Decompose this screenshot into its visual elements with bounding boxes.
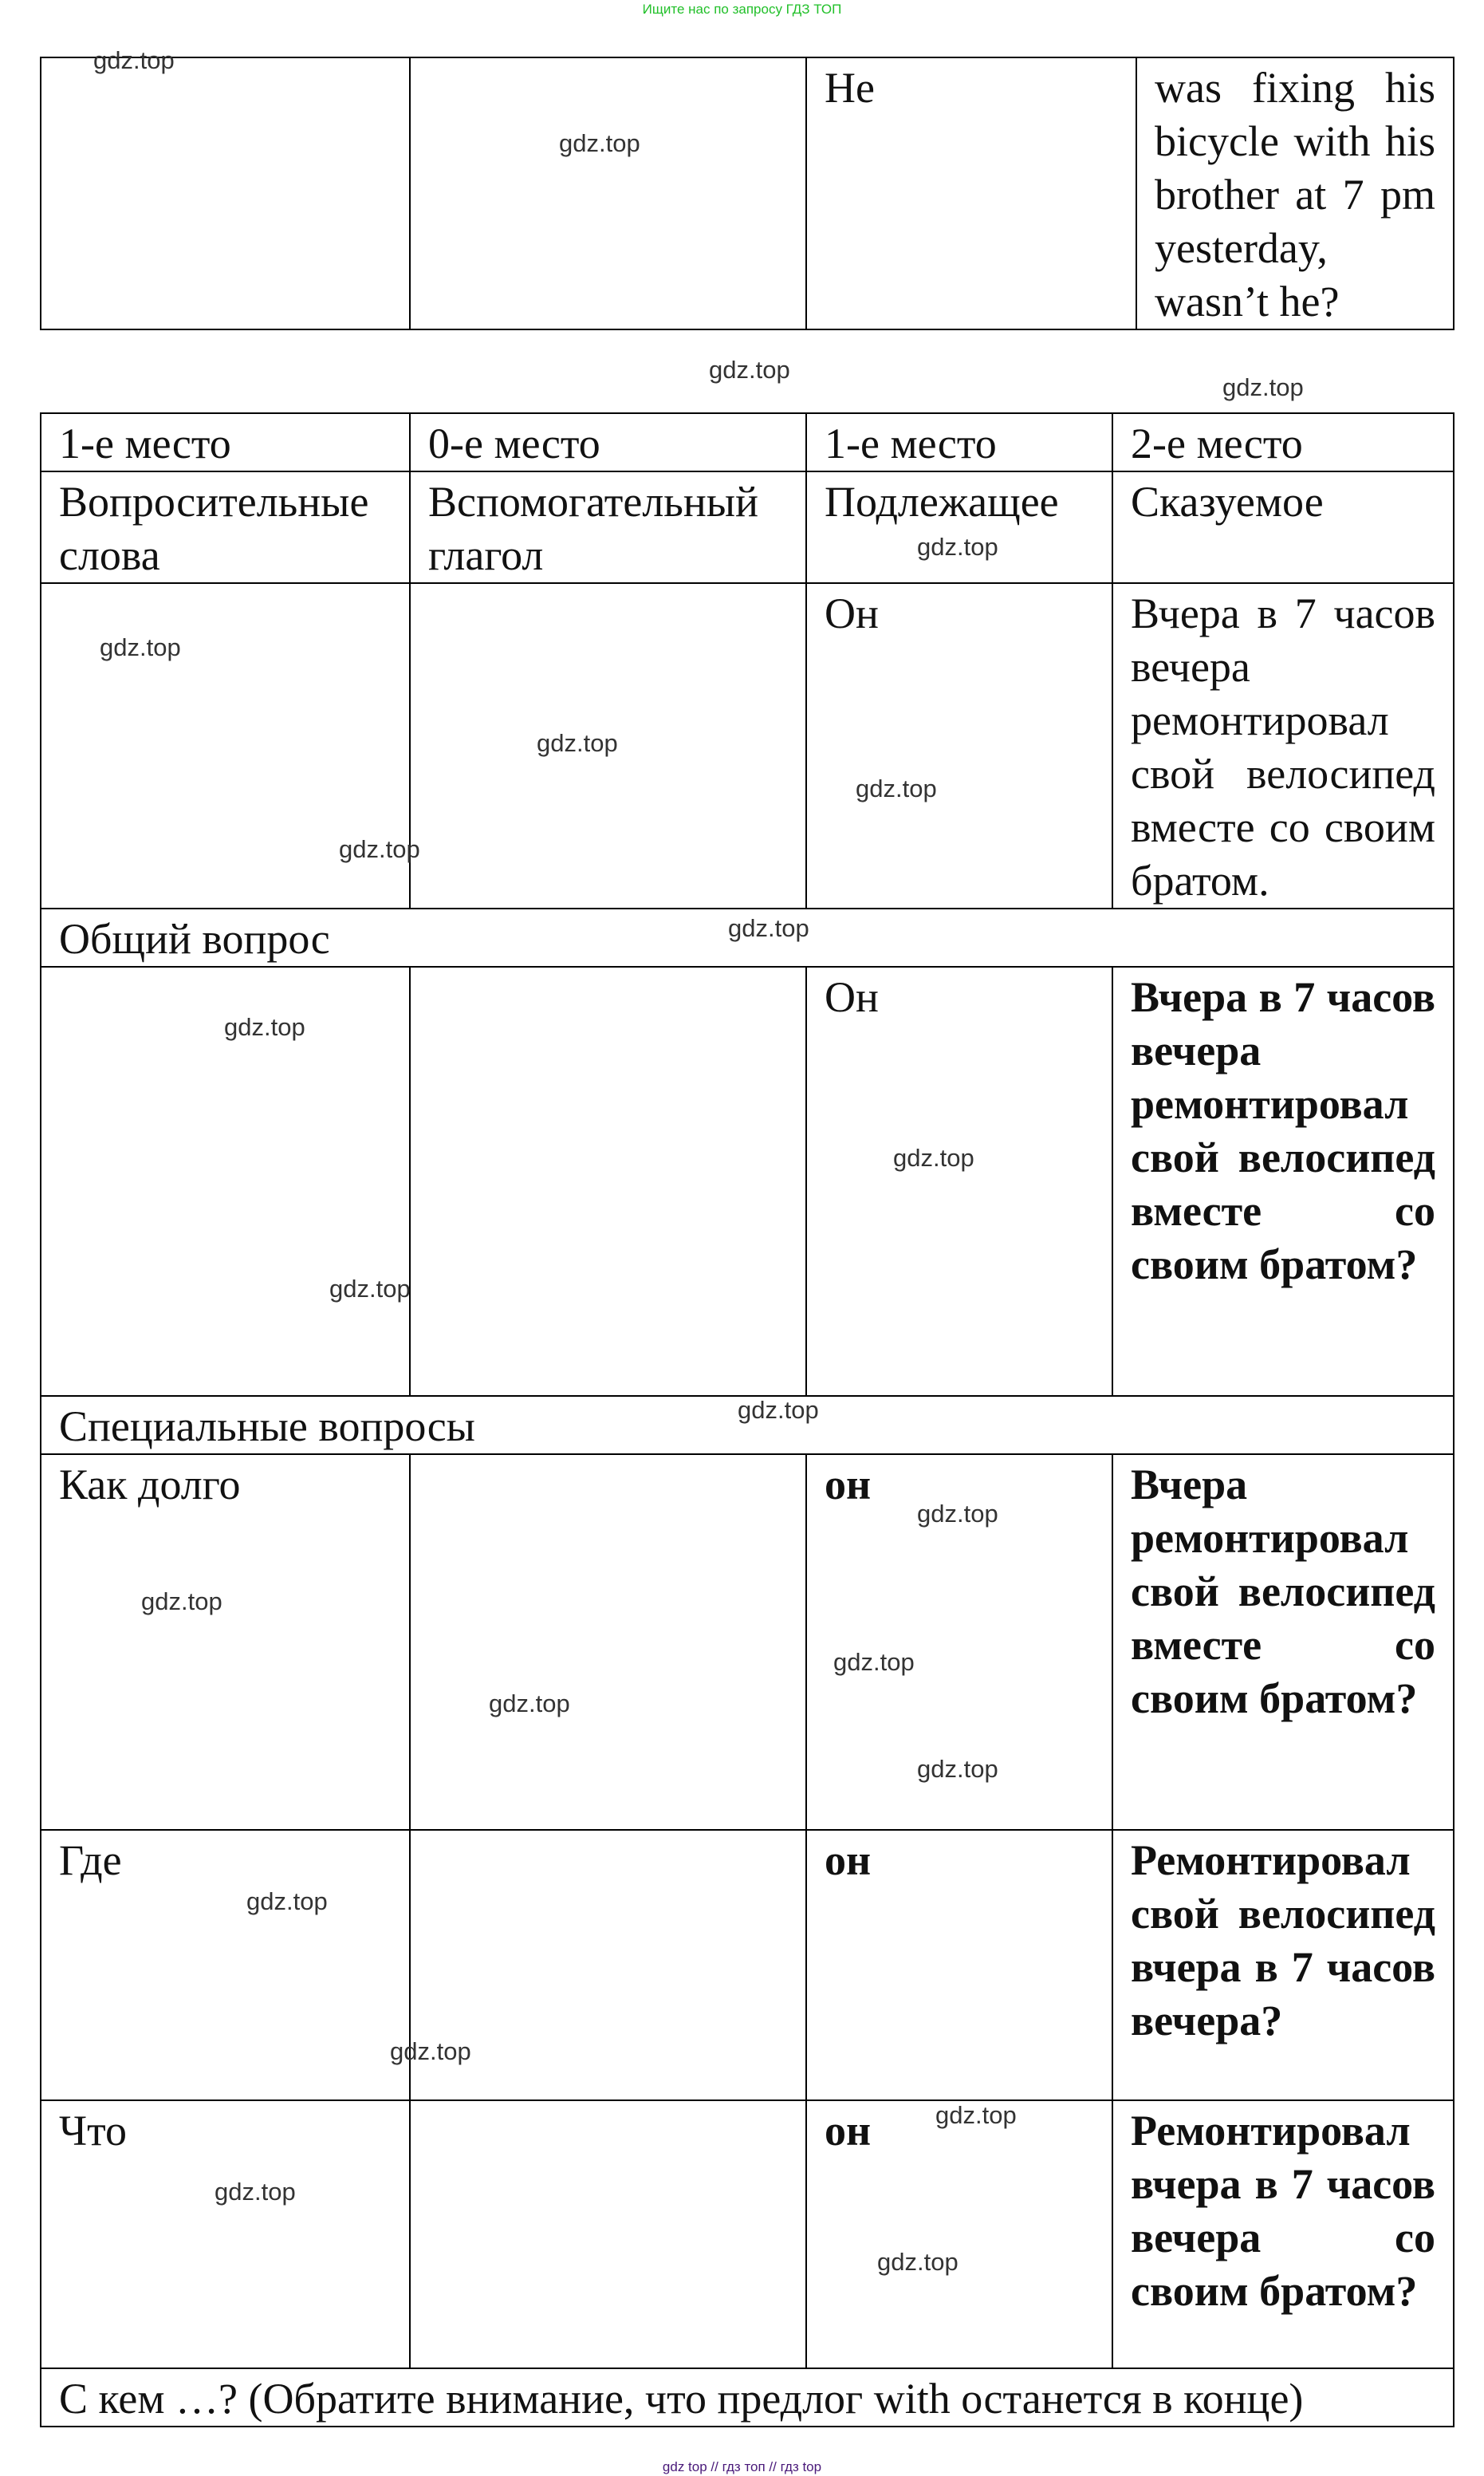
- watermark: gdz.top: [935, 2101, 1017, 2129]
- predicate-cell: Ремонтировал свой велосипед вчера в 7 часов вечера?: [1112, 1830, 1454, 2100]
- watermark: gdz.top: [738, 1396, 819, 1424]
- predicate-cell: Вчера ремонтировал свой велосипед вместе со своим братом?: [1112, 1454, 1454, 1830]
- qword-cell: Где: [41, 1830, 410, 2100]
- header-cell: 2-е место: [1112, 413, 1454, 471]
- header-cell: 1-е место: [806, 413, 1112, 471]
- watermark: gdz.top: [709, 356, 790, 384]
- watermark: gdz.top: [339, 835, 420, 863]
- watermark: gdz.top: [917, 533, 998, 561]
- cell: [410, 2100, 806, 2368]
- cell: [410, 1454, 806, 1830]
- subject-cell: он: [806, 1454, 1112, 1830]
- statement-row: [41, 583, 1454, 909]
- subject-cell: Он: [806, 967, 1112, 1396]
- subheader-row: [41, 471, 1454, 583]
- table-row: [41, 57, 1454, 329]
- watermark: gdz.top: [329, 1275, 411, 1303]
- watermark: gdz.top: [100, 633, 181, 661]
- note-row: [41, 2368, 1454, 2427]
- cell: [41, 57, 410, 329]
- predicate-cell: Вчера в 7 часов вечера ремонтировал свой велосипед вместе со своим братом.: [1112, 583, 1454, 909]
- section-label: Общий вопрос: [41, 909, 1454, 967]
- cell: [410, 57, 806, 329]
- cell: [410, 967, 806, 1396]
- subheader-cell: Сказуемое: [1112, 471, 1454, 583]
- header-banner: Ищите нас по запросу ГДЗ ТОП: [642, 2, 842, 17]
- watermark: gdz.top: [856, 775, 937, 802]
- watermark: gdz.top: [877, 2248, 958, 2276]
- subject-cell: он: [806, 2100, 1112, 2368]
- watermark: gdz.top: [390, 2037, 471, 2065]
- subject-cell: он: [806, 1830, 1112, 2100]
- subheader-cell: Вспомогательный глагол: [410, 471, 806, 583]
- watermark: gdz.top: [537, 729, 618, 757]
- special-row: [41, 2100, 1454, 2368]
- note: С кем …? (Обратите внимание, что предлог with останется в конце): [41, 2368, 1454, 2427]
- watermark: gdz.top: [917, 1755, 998, 1783]
- header-row: [41, 413, 1454, 471]
- watermark: gdz.top: [728, 914, 809, 942]
- watermark: gdz.top: [893, 1144, 974, 1172]
- watermark: gdz.top: [489, 1689, 570, 1717]
- watermark: gdz.top: [833, 1648, 915, 1676]
- footer-banner: gdz top // гдз топ // гдз top: [662, 2459, 822, 2474]
- qword-cell: Как долго: [41, 1454, 410, 1830]
- watermark: gdz.top: [917, 1500, 998, 1528]
- header-cell: 1-е место: [41, 413, 410, 471]
- watermark: gdz.top: [246, 1887, 328, 1915]
- predicate-cell: Вчера в 7 часов вечера ремонтировал свой велосипед вместе со своим братом?: [1112, 967, 1454, 1396]
- watermark: gdz.top: [1222, 373, 1304, 401]
- subject-cell: He: [806, 57, 1136, 329]
- predicate-cell: Ремонтировал вчера в 7 часов вечера со своим братом?: [1112, 2100, 1454, 2368]
- subject-cell: Он: [806, 583, 1112, 909]
- subheader-cell: Вопросительные слова: [41, 471, 410, 583]
- section-label: Специальные вопросы: [41, 1396, 1454, 1454]
- subheader-cell: Подлежащее: [806, 471, 1112, 583]
- watermark: gdz.top: [141, 1587, 222, 1615]
- watermark: gdz.top: [559, 129, 640, 157]
- qword-cell: Что: [41, 2100, 410, 2368]
- predicate-cell: was fixing his bicycle with his brother at 7 pm yesterday, wasn’t he?: [1136, 57, 1454, 329]
- header-cell: 0-е место: [410, 413, 806, 471]
- watermark: gdz.top: [215, 2178, 296, 2206]
- watermark: gdz.top: [93, 46, 175, 74]
- watermark: gdz.top: [224, 1013, 305, 1041]
- special-row: [41, 1830, 1454, 2100]
- special-row: [41, 1454, 1454, 1830]
- top-table: [40, 57, 1454, 330]
